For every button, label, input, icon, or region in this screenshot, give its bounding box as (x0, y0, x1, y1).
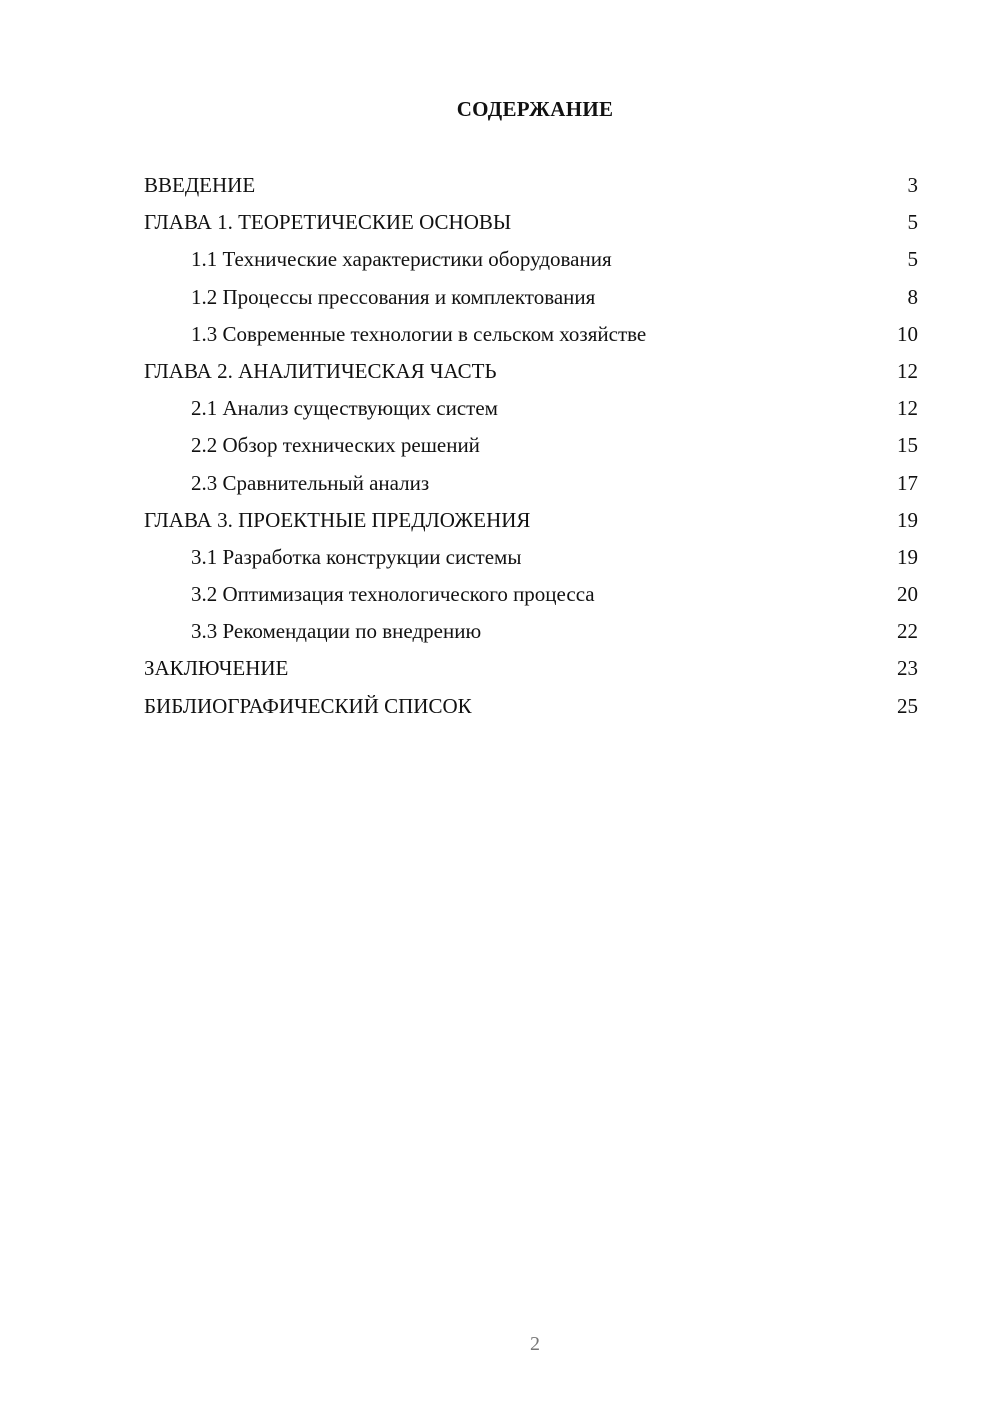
page-number: 2 (530, 1333, 540, 1355)
toc-entry-introduction[interactable] (144, 167, 918, 204)
toc-entry-label: 1.1 Технические характеристики оборудования (191, 247, 612, 272)
toc-entry-label: 2.1 Анализ существующих систем (191, 396, 498, 421)
toc-entry-section-2-1[interactable] (144, 390, 918, 427)
toc-entry-label: 2.3 Сравнительный анализ (191, 470, 430, 495)
toc-entry-label: БИБЛИОГРАФИЧЕСКИЙ СПИСОК (144, 693, 472, 718)
toc-entry-label: ГЛАВА 3. ПРОЕКТНЫЕ ПРЕДЛОЖЕНИЯ (144, 507, 531, 532)
toc-entry-page: 12 (897, 358, 918, 383)
toc-entry-page: 23 (897, 656, 918, 681)
toc-entry-page: 19 (897, 507, 918, 532)
toc-entry-section-3-3[interactable] (144, 613, 918, 650)
toc-entry-section-3-1[interactable] (144, 539, 918, 576)
toc-entry-label: 2.2 Обзор технических решений (191, 433, 480, 458)
toc-entry-label: 1.3 Современные технологии в сельском хозяйстве (191, 321, 647, 346)
toc-entry-section-3-2[interactable] (144, 576, 918, 613)
toc-entry-label: 3.3 Рекомендации по внедрению (191, 619, 482, 644)
toc-entry-chapter-3[interactable] (144, 502, 918, 539)
toc-entry-chapter-1[interactable] (144, 204, 918, 241)
toc-entry-label: ЗАКЛЮЧЕНИЕ (144, 656, 289, 681)
toc-entry-chapter-2[interactable] (144, 353, 918, 390)
toc-entry-section-1-2[interactable] (144, 279, 918, 316)
toc-entry-page: 19 (897, 544, 918, 569)
toc-entry-section-2-2[interactable] (144, 427, 918, 464)
toc-entry-section-1-3[interactable] (144, 316, 918, 353)
toc-entry-label: 3.2 Оптимизация технологического процесса (191, 582, 595, 607)
toc-entry-page: 5 (907, 247, 918, 272)
toc-entry-page: 3 (907, 173, 918, 197)
toc-entry-label: ВВЕДЕНИЕ (144, 173, 256, 197)
toc-entry-label: ГЛАВА 2. АНАЛИТИЧЕСКАЯ ЧАСТЬ (144, 358, 497, 383)
toc-entry-page: 20 (897, 582, 918, 607)
toc-entry-page: 25 (897, 693, 918, 718)
toc-entry-page: 8 (907, 284, 918, 309)
page-title: СОДЕРЖАНИЕ (456, 97, 614, 121)
toc-entry-page: 12 (897, 396, 918, 421)
toc-entry-page: 10 (897, 321, 918, 346)
toc-entry-label: 3.1 Разработка конструкции системы (191, 544, 522, 569)
toc-entry-page: 22 (897, 619, 918, 644)
toc-entry-bibliography[interactable] (144, 688, 918, 725)
toc-entry-page: 17 (897, 470, 918, 495)
toc-entry-section-2-3[interactable] (144, 465, 918, 502)
toc-entry-label: ГЛАВА 1. ТЕОРЕТИЧЕСКИЕ ОСНОВЫ (144, 210, 512, 235)
toc-entry-conclusion[interactable] (144, 650, 918, 687)
toc-entry-section-1-1[interactable] (144, 241, 918, 278)
toc-entry-page: 15 (897, 433, 918, 458)
toc-entry-label: 1.2 Процессы прессования и комплектования (191, 284, 596, 309)
toc-entry-page: 5 (907, 210, 918, 235)
table-of-contents (144, 167, 918, 725)
